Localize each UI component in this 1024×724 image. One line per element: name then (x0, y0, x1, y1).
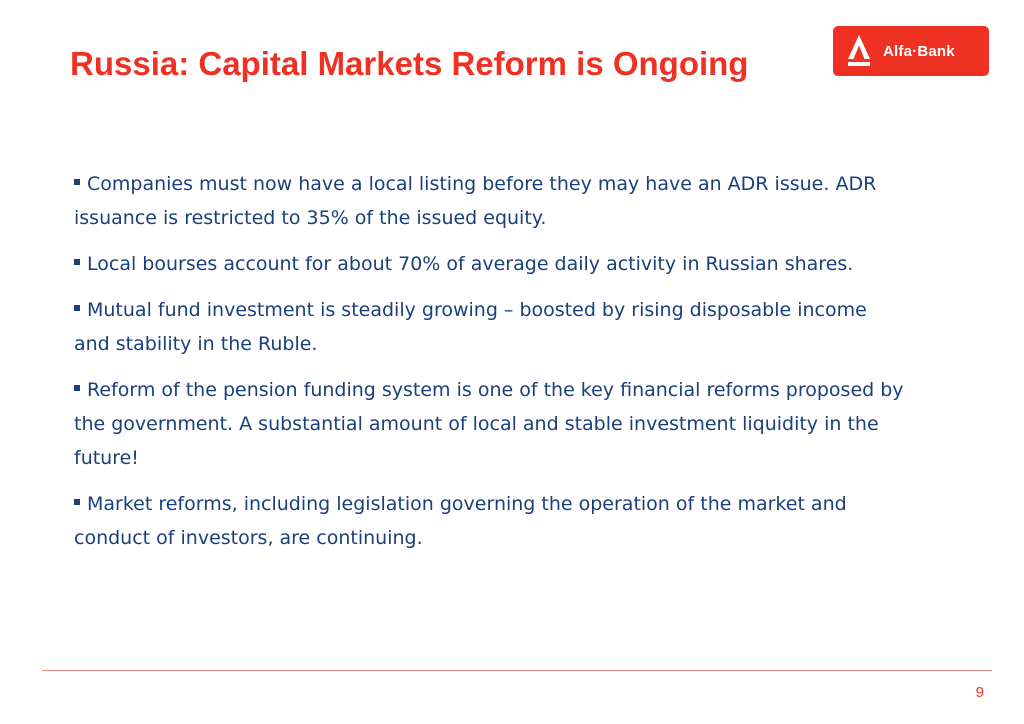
bullet-text: Market reforms, including legislation governing the operation of the market and conduct of investors, are continuing. (74, 493, 847, 549)
bullet-item (74, 247, 904, 281)
bullet-list (74, 167, 904, 567)
square-bullet-icon (74, 259, 80, 265)
square-bullet-icon (74, 385, 80, 391)
page-number: 9 (975, 684, 984, 701)
bullet-text: Companies must now have a local listing before they may have an ADR issue. ADR issuance is restricted to 35% of the issued equity. (74, 173, 877, 229)
square-bullet-icon (74, 179, 80, 185)
alfa-bank-logo (833, 26, 989, 76)
square-bullet-icon (74, 499, 80, 505)
bullet-text: Mutual fund investment is steadily growing – boosted by rising disposable income and stability in the Ruble. (74, 299, 867, 355)
bullet-item (74, 487, 904, 555)
bullet-item (74, 373, 904, 475)
square-bullet-icon (74, 305, 80, 311)
logo-text: Alfa·Bank (883, 42, 955, 60)
bullet-text: Local bourses account for about 70% of average daily activity in Russian shares. (87, 253, 854, 275)
slide-title: Russia: Capital Markets Reform is Ongoing (70, 45, 749, 82)
footer-divider (42, 670, 992, 671)
bullet-item (74, 167, 904, 235)
bullet-item (74, 293, 904, 361)
alfa-a-icon (845, 34, 873, 68)
bullet-text: Reform of the pension funding system is one of the key financial reforms proposed by the government. A substantial amount of local and stable investment liquidity in the future! (74, 379, 904, 469)
